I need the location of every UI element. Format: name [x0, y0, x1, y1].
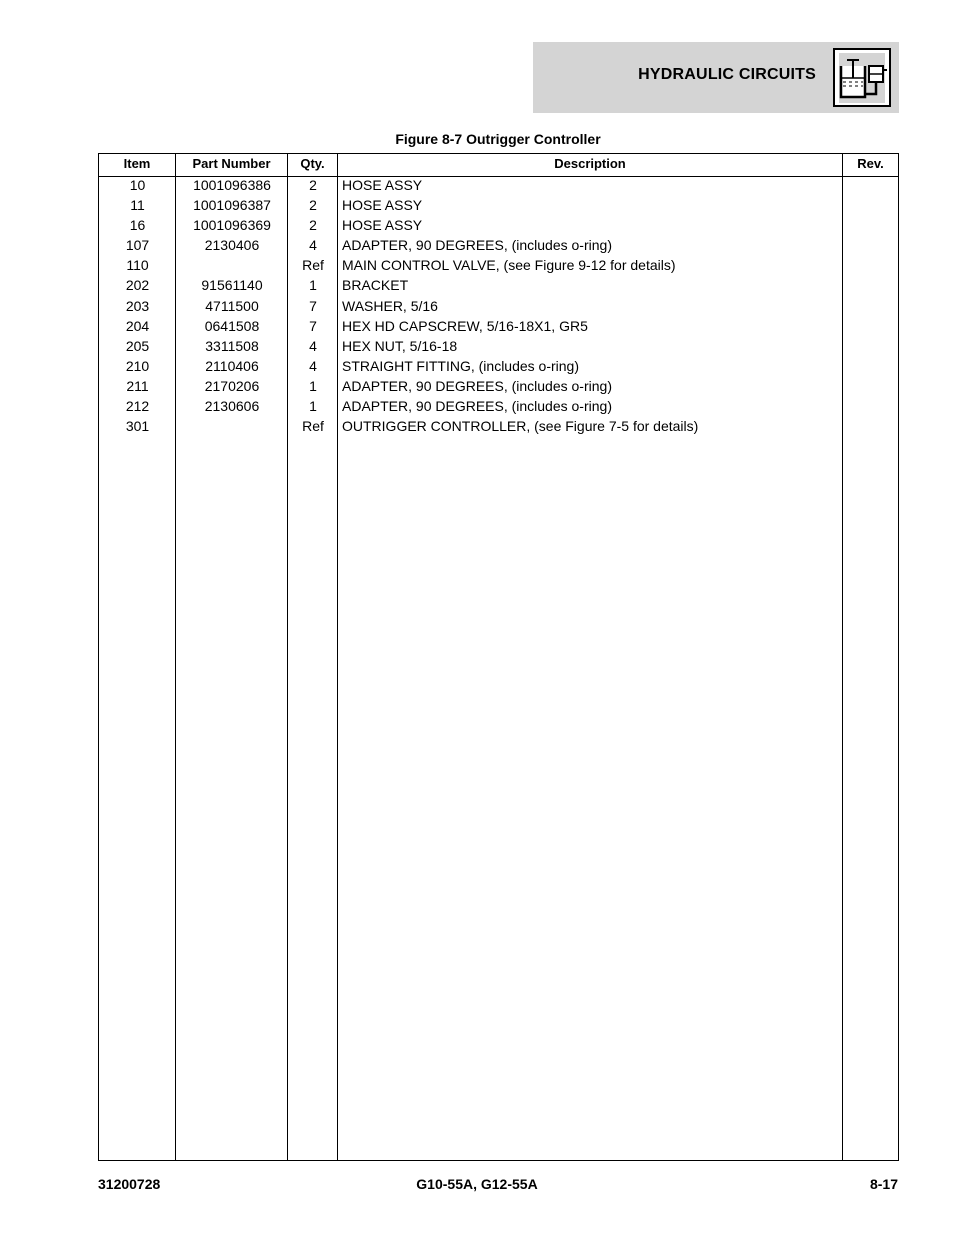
rev-cell — [843, 257, 898, 277]
qty-cell: 7 — [309, 297, 317, 314]
qty-cell: 2 — [309, 217, 317, 234]
rev-cell — [843, 338, 898, 358]
model-numbers: G10-55A, G12-55A — [416, 1176, 538, 1192]
part-number-cell: 1001096386 — [193, 177, 271, 193]
item-cell: 10 — [129, 177, 146, 193]
part-number-cell: 91561140 — [201, 277, 263, 294]
part-number-cell: 0641508 — [204, 317, 260, 334]
rev-cell — [843, 378, 898, 398]
figure-title: Figure 8-7 Outrigger Controller — [395, 131, 601, 147]
header-description: Description — [554, 156, 626, 171]
part-number-cell: 4711500 — [205, 297, 259, 314]
header-item: Item — [123, 156, 151, 171]
item-cell: 203 — [125, 297, 150, 314]
description-cell: HEX HD CAPSCREW, 5/16-18X1, GR5 — [342, 317, 588, 334]
qty-cell: 1 — [309, 377, 317, 394]
item-cell: 204 — [125, 317, 150, 334]
table-row — [99, 217, 898, 237]
description-cell: ADAPTER, 90 DEGREES, (includes o-ring) — [342, 398, 612, 415]
description-cell: HOSE ASSY — [342, 197, 423, 214]
description-cell: OUTRIGGER CONTROLLER, (see Figure 7-5 for details) — [342, 418, 699, 435]
part-number-cell: 2130606 — [204, 398, 260, 415]
qty-cell: Ref — [302, 418, 324, 435]
item-cell: 301 — [125, 418, 150, 435]
table-row — [99, 177, 898, 197]
table-row — [99, 318, 898, 338]
item-cell: 212 — [125, 398, 150, 415]
part-number-cell — [176, 257, 288, 277]
qty-cell: Ref — [302, 257, 324, 274]
rev-cell — [843, 398, 898, 418]
qty-cell: 1 — [309, 398, 317, 415]
part-number-cell: 2170206 — [204, 377, 260, 394]
item-cell: 202 — [125, 277, 150, 294]
table-row — [99, 398, 898, 418]
item-cell: 11 — [130, 197, 145, 214]
rev-cell — [843, 358, 898, 378]
part-number-cell: 2110406 — [205, 357, 259, 374]
table-body — [99, 177, 898, 438]
part-number-cell — [176, 418, 288, 438]
document-number: 31200728 — [98, 1176, 161, 1192]
header-rev: Rev. — [857, 156, 884, 171]
qty-cell: 4 — [309, 357, 317, 374]
rev-cell — [843, 298, 898, 318]
qty-cell: 4 — [309, 237, 317, 254]
table-row — [99, 358, 898, 378]
description-cell: HEX NUT, 5/16-18 — [342, 337, 458, 354]
part-number-cell: 1001096387 — [193, 197, 271, 214]
description-cell: WASHER, 5/16 — [342, 297, 438, 314]
qty-cell: 2 — [309, 177, 317, 193]
section-banner — [533, 42, 899, 113]
table-row — [99, 418, 898, 438]
description-cell: HOSE ASSY — [342, 177, 423, 193]
parts-table — [98, 153, 899, 1161]
rev-cell — [843, 197, 898, 217]
table-row — [99, 338, 898, 358]
header-part-number: Part Number — [192, 156, 271, 171]
qty-cell: 1 — [309, 277, 317, 294]
page-number: 8-17 — [869, 1176, 898, 1192]
item-cell: 210 — [125, 357, 150, 374]
item-cell: 16 — [129, 217, 146, 234]
rev-cell — [843, 277, 898, 297]
rev-cell — [843, 418, 898, 438]
rev-cell — [843, 237, 898, 257]
part-number-cell: 3311508 — [205, 337, 259, 354]
rev-cell — [843, 217, 898, 237]
description-cell: STRAIGHT FITTING, (includes o-ring) — [342, 357, 580, 374]
table-row — [99, 378, 898, 398]
part-number-cell: 2130406 — [204, 237, 260, 254]
item-cell: 205 — [125, 337, 150, 354]
description-cell: HOSE ASSY — [342, 217, 423, 234]
table-row — [99, 257, 898, 277]
qty-cell: 2 — [309, 197, 317, 214]
table-header — [99, 154, 898, 177]
item-cell: 107 — [125, 237, 150, 254]
table-row — [99, 237, 898, 257]
table-row — [99, 197, 898, 217]
hydraulic-reservoir-icon — [833, 48, 891, 107]
item-cell: 110 — [126, 257, 149, 274]
part-number-cell: 1001096369 — [193, 217, 271, 234]
header-qty: Qty. — [300, 156, 325, 171]
description-cell: ADAPTER, 90 DEGREES, (includes o-ring) — [342, 237, 612, 254]
section-title: HYDRAULIC CIRCUITS — [638, 66, 816, 83]
table-row — [99, 298, 898, 318]
description-cell: MAIN CONTROL VALVE, (see Figure 9-12 for details) — [342, 257, 676, 274]
description-cell: ADAPTER, 90 DEGREES, (includes o-ring) — [342, 377, 612, 394]
qty-cell: 4 — [309, 337, 317, 354]
rev-cell — [843, 177, 898, 197]
rev-cell — [843, 318, 898, 338]
description-cell: BRACKET — [342, 277, 409, 294]
item-cell: 211 — [126, 377, 149, 394]
qty-cell: 7 — [309, 317, 317, 334]
table-row — [99, 277, 898, 297]
